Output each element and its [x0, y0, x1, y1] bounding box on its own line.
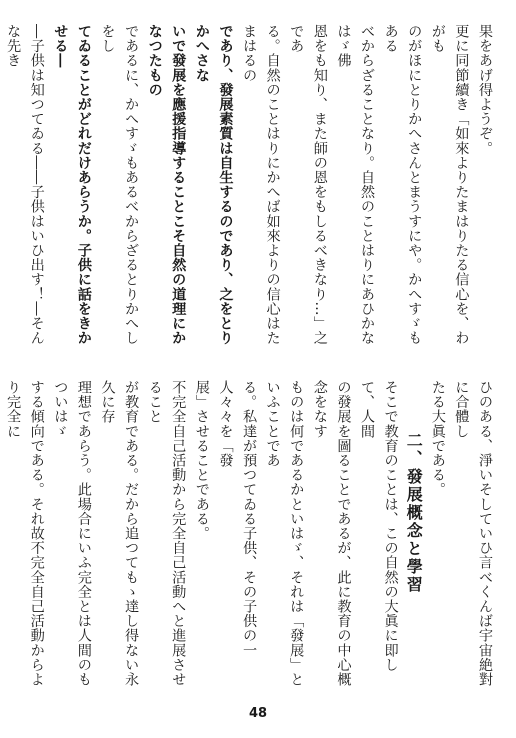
text-line: [0, 24, 1, 354]
text-line: そこで教育のことは、この自然の大眞に即して、人間: [359, 380, 399, 672]
text-line: る。自然のことはりにかへば如來よりの信心はたまはるの: [241, 24, 281, 346]
text-line: ひのある、淨いそしていひ言べくんば宇宙絶對に合體し: [453, 380, 493, 687]
text-line: であり、發展素質は自生するのであり、之をとりかへさな: [193, 24, 234, 346]
text-line: のがほにとりかへさんとまうすにや。かへすゞもある: [382, 24, 423, 346]
text-line: 理想であらう。此場合にいふ完全とは人間のもついはゞ: [52, 380, 92, 687]
text-line: 更に同節續き「如來よりたまはりたる信心を、わがも: [429, 24, 470, 346]
text-line: 不完全自己活動から完全自己活動へと進展させること: [146, 380, 187, 687]
text-line: が教育である。だから追つてもゝ達し得ない永久に存: [99, 380, 140, 687]
text-line: ものは何であるかといはゞ、それは「發展」といふことであ: [264, 380, 305, 687]
upper-text-block: [5, 24, 496, 354]
text-line: 恩をも知り、また師の恩をもしるべきなり…」之であ: [288, 24, 328, 346]
text-line: いで發展を應援指導することこそ自然の道理にかなつたもの: [146, 24, 187, 346]
text-line: であるに、かへすゞもあるべからざるとりかへしをし: [99, 24, 140, 346]
text-line: する傾向である。それ故不完全自己活動からより完全に: [5, 380, 45, 687]
text-line: てゐることがどれだけあらうか。子供に話をきかせる―: [52, 24, 92, 346]
text-line: 展」させることである。: [193, 380, 210, 541]
page-number: 48: [248, 706, 268, 721]
text-line: る。私達が預つてゐる子供、その子供の一人々々を「發: [217, 380, 258, 658]
text-line: べからざることなり。自然のことはりにあひかなはゞ佛: [335, 24, 376, 346]
section-heading: 二、發展概念と學習: [404, 432, 424, 594]
text-line: の發展を圖ることであるが、此に教育の中心概念をなす: [311, 380, 352, 687]
text-line: 果をあげ得ようぞ。: [477, 24, 493, 156]
text-line: [0, 380, 1, 692]
text-line: たる大眞である。: [429, 380, 446, 497]
lower-text-block: [5, 380, 496, 692]
text-line: ―子供は知つてゐる――子供はいひ出す！―そんな先き: [5, 24, 45, 346]
